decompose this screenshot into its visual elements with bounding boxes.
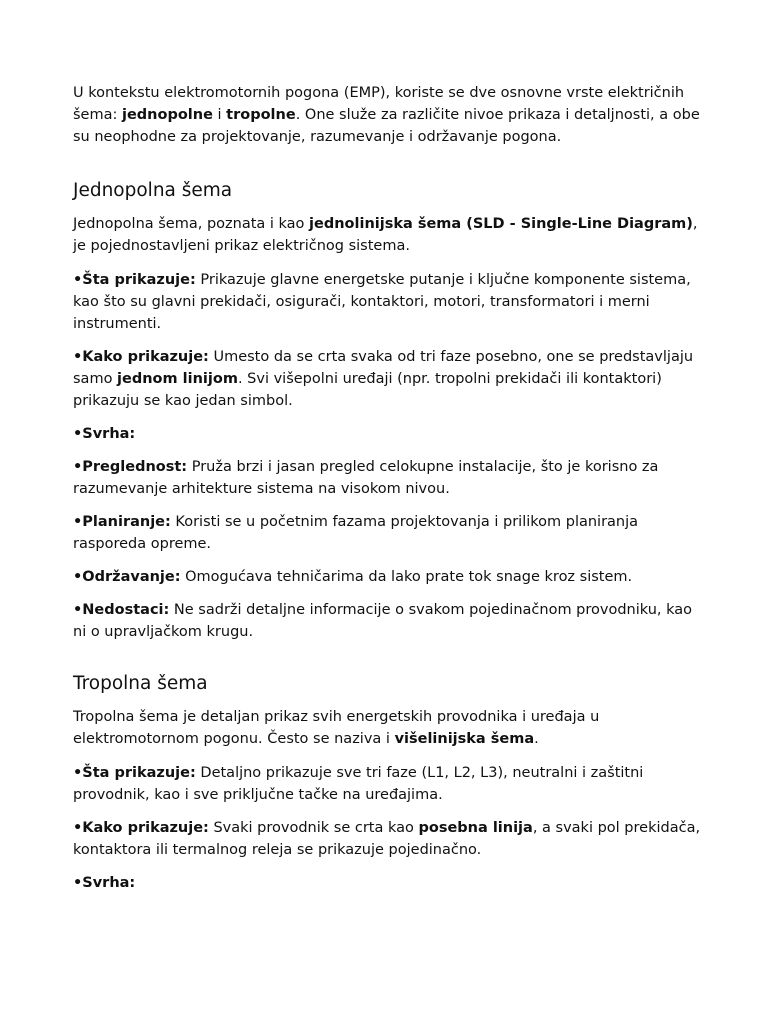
intro-paragraph: [73, 82, 703, 148]
bullet-glyph: •: [73, 875, 83, 891]
list-item: [73, 511, 703, 555]
section-lead-paragraph: [73, 213, 703, 257]
item-text: Svaki provodnik se crta kao: [208, 820, 419, 836]
lead-text: .: [534, 731, 539, 747]
item-bold-term: jednom linijom: [117, 371, 238, 387]
intro-bold-term: tropolne: [226, 107, 296, 123]
item-text: Omogućava tehničarima da lako prate tok snage kroz sistem.: [180, 569, 633, 585]
item-label: Svrha:: [82, 426, 136, 442]
list-item: [73, 269, 703, 335]
document-page: [73, 82, 703, 905]
lead-text: Tropolna šema je detaljan prikaz svih energetskih provodnika i uređaja u elektromotornom pogonu. Često se naziva i: [73, 709, 600, 747]
intro-bold-term: jednopolne: [121, 107, 213, 123]
item-text: Koristi se u početnim fazama projektovanja i prilikom planiranja rasporeda opreme.: [73, 514, 639, 552]
bullet-glyph: •: [73, 514, 83, 530]
list-item: [73, 566, 703, 588]
intro-text: i: [212, 107, 227, 123]
intro-text: . One služe za različite nivoe prikaza i detaljnosti, a obe su neophodne za projektovanje, razumevanje i održavanje pogona.: [73, 107, 700, 145]
item-label: Kako prikazuje:: [82, 820, 209, 836]
list-item: [73, 599, 703, 643]
item-text: , a svaki pol prekidača, kontaktora ili termalnog releja se prikazuje pojedinačno.: [73, 820, 701, 858]
item-label: Preglednost:: [82, 459, 188, 475]
bullet-glyph: •: [73, 569, 83, 585]
list-item: [73, 423, 703, 445]
section-heading-tropolna: Tropolna šema: [73, 673, 208, 694]
item-text: Umesto da se crta svaka od tri faze posebno, one se predstavljaju samo: [73, 349, 694, 387]
bullet-glyph: •: [73, 765, 83, 781]
bullet-glyph: •: [73, 459, 83, 475]
lead-bold-term: jednolinijska šema (SLD - Single-Line Diagram): [309, 216, 693, 232]
item-label: Nedostaci:: [82, 602, 170, 618]
list-item: [73, 817, 703, 861]
item-text: . Svi višepolni uređaji (npr. tropolni prekidači ili kontaktori) prikazuju se kao jedan simbol.: [73, 371, 662, 409]
lead-text: Jednopolna šema, poznata i kao: [73, 216, 310, 232]
list-item: [73, 456, 703, 500]
item-label: Šta prikazuje:: [82, 272, 196, 288]
item-text: Pruža brzi i jasan pregled celokupne instalacije, što je korisno za razumevanje arhitekture sistema na visokom nivou.: [73, 459, 659, 497]
item-bold-term: posebna linija: [418, 820, 533, 836]
bullet-glyph: •: [73, 602, 83, 618]
section-heading-jednopolna: Jednopolna šema: [73, 180, 233, 201]
item-label: Kako prikazuje:: [82, 349, 209, 365]
section-lead-paragraph: [73, 706, 703, 750]
bullet-glyph: •: [73, 272, 83, 288]
item-label: Svrha:: [82, 875, 136, 891]
list-item: [73, 762, 703, 806]
lead-text: , je pojednostavljeni prikaz električnog sistema.: [73, 216, 698, 254]
intro-text: U kontekstu elektromotornih pogona (EMP), koriste se dve osnovne vrste električnih šema:: [73, 85, 685, 123]
bullet-glyph: •: [73, 349, 83, 365]
bullet-glyph: •: [73, 820, 83, 836]
item-label: Održavanje:: [82, 569, 181, 585]
list-item: [73, 346, 703, 412]
bullet-glyph: •: [73, 426, 83, 442]
list-item: [73, 872, 703, 894]
item-text: Prikazuje glavne energetske putanje i ključne komponente sistema, kao što su glavni prekidači, osigurači, kontaktori, motori, transformatori i merni instrumenti.: [73, 272, 691, 332]
item-label: Planiranje:: [82, 514, 171, 530]
item-text: Ne sadrži detaljne informacije o svakom pojedinačnom provodniku, kao ni o upravljačkom krugu.: [73, 602, 693, 640]
item-label: Šta prikazuje:: [82, 765, 196, 781]
item-text: Detaljno prikazuje sve tri faze (L1, L2, L3), neutralni i zaštitni provodnik, kao i sve priključne tačke na uređajima.: [73, 765, 644, 803]
lead-bold-term: višelinijska šema: [394, 731, 535, 747]
